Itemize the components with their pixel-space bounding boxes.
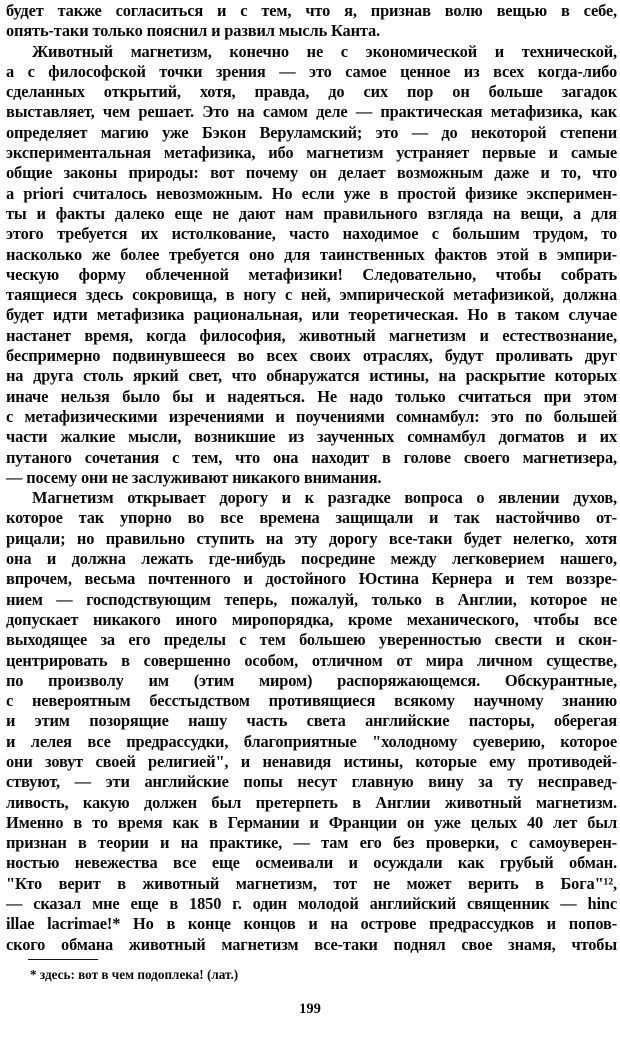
text-line: определяет магию уже Бэкон Веруламский; это — до некоторой степени xyxy=(6,122,617,142)
text-line: illae lacrimae!* Но в конце концов и на острове предрассудков и попов- xyxy=(6,914,617,934)
text-line: они зовут своей религией", и ненавидя истины, которые ему противодей- xyxy=(6,751,617,771)
body-text xyxy=(6,1,617,955)
text-line: настанет время, когда философия, животный магнетизм и естествознание, xyxy=(6,325,617,345)
text-line: и лелея все предрассудки, благоприятные "холодному суеверию, которое xyxy=(6,731,617,751)
text-line: части жалкие мысли, возникшие из заученных сомнамбул догматов и их xyxy=(6,427,617,447)
footnote-rule xyxy=(28,959,98,960)
text-line: и этим позорящие нашу часть света английские пасторы, оберегая xyxy=(6,711,617,731)
text-line: a priori считалось невозможным. Но если уже в простой физике эксперимен- xyxy=(6,183,617,203)
text-line: Магнетизм открывает дорогу и к разгадке вопроса о явлении духов, xyxy=(32,488,617,508)
text-line: будет идти метафизика рациональная, или теоретическая. Но в таком случае xyxy=(6,305,617,325)
text-line: Животный магнетизм, конечно не с экономической и технической, xyxy=(32,41,617,61)
text-line: признан в теории и на практике, — там его без проверки, с самоуверен- xyxy=(6,833,617,853)
text-line: ского обмана животный магнетизм все-таки поднял свое знамя, чтобы xyxy=(6,934,617,954)
text-line: центрировать в совершенно особом, отличном от мира личном существе, xyxy=(6,650,617,670)
text-line: — сказал мне еще в 1850 г. один молодой английский священник — hinc xyxy=(6,894,617,914)
text-line: опять-таки только пояснил и развил мысль Канта. xyxy=(6,21,380,41)
page-number: 199 xyxy=(299,1001,321,1017)
text-line: иначе нельзя было бы и надеяться. Не надо только считаться при этом xyxy=(6,386,617,406)
text-line: выходящее за его пределы с тем большею уверенностью свести и скон- xyxy=(6,630,617,650)
text-line: путаного сочетания с тем, что она находит в голове своего магнетизера, xyxy=(6,447,617,467)
text-line: Именно в то время как в Германии и Франции он уже целых 40 лет был xyxy=(6,812,617,832)
text-line: этого требуется их истолкование, часто находимое с большим трудом, то xyxy=(6,224,617,244)
text-line: которое так упорно во все времена защищали и так настойчиво от- xyxy=(6,508,617,528)
text-line: "Кто верит в животный магнетизм, тот не может верить в Бога"¹², xyxy=(6,873,617,893)
text-line: рицали; но правильно ступить на эту дорогу все-таки будет нелегко, хотя xyxy=(6,528,617,548)
text-line: беспримерно подвинувшееся во всех своих отраслях, будут проливать друг xyxy=(6,346,617,366)
text-line: ствуют, — эти английские попы несут главную вину за ту несправед- xyxy=(6,772,617,792)
text-line: ливость, какую должен был претерпеть в Англии животный магнетизм. xyxy=(6,792,617,812)
text-line: а с философской точки зрения — это самое ценное из всех когда-либо xyxy=(6,61,617,81)
text-line: общие законы природы: вот почему он делает возможным даже и то, что xyxy=(6,163,617,183)
text-line: на друга столь яркий свет, что обнаружатся истины, на раскрытие которых xyxy=(6,366,617,386)
text-line: впрочем, весьма почтенного и достойного Юстина Кернера и тем воззре- xyxy=(6,569,617,589)
text-line: по произволу им (этим миром) распоряжающемся. Обскурантные, xyxy=(6,670,617,690)
text-line: ты и факты далеко еще не дают нам правильного взгляда на вещи, а для xyxy=(6,203,617,223)
text-line: ностью невежества все еще осмеивали и осуждали как грубый обман. xyxy=(6,853,617,873)
text-line: нием — господствующим теперь, пожалуй, только в Англии, которое не xyxy=(6,589,617,609)
text-line: она и должна лежать где-нибудь посредине между легковерием нашего, xyxy=(6,549,617,569)
text-line: будет также согласиться и с тем, что я, признав волю вещью в себе, xyxy=(6,1,617,20)
footnote: * здесь: вот в чем подоплека! (лат.) xyxy=(30,967,239,982)
text-line: выставляет, чем решает. Это на самом деле — практическая метафизика, как xyxy=(6,102,617,122)
text-line: с метафизическими изречениями и поучениями сомнамбул: это по большей xyxy=(6,406,617,426)
text-line: насколько же более требуется оно для таинственных фактов этой в эмпири- xyxy=(6,244,617,264)
text-line: допускает никакого иного миропорядка, кроме механического, чтобы все xyxy=(6,609,617,629)
text-line: таящиеся здесь сокровища, в ногу с ней, эмпирической метафизикой, должна xyxy=(6,285,617,305)
text-line: с невероятным бесстыдством противящиеся всякому научному знанию xyxy=(6,691,617,711)
text-line: экспериментальная метафизика, ибо магнетизм устраняет первые и самые xyxy=(6,143,617,163)
text-line: — посему они не заслуживают никакого внимания. xyxy=(6,467,382,487)
text-line: ческую форму облеченной метафизики! Следовательно, чтобы собрать xyxy=(6,264,617,284)
text-line: сделанных открытий, хотя, правда, до сих пор он больше загадок xyxy=(6,82,617,102)
